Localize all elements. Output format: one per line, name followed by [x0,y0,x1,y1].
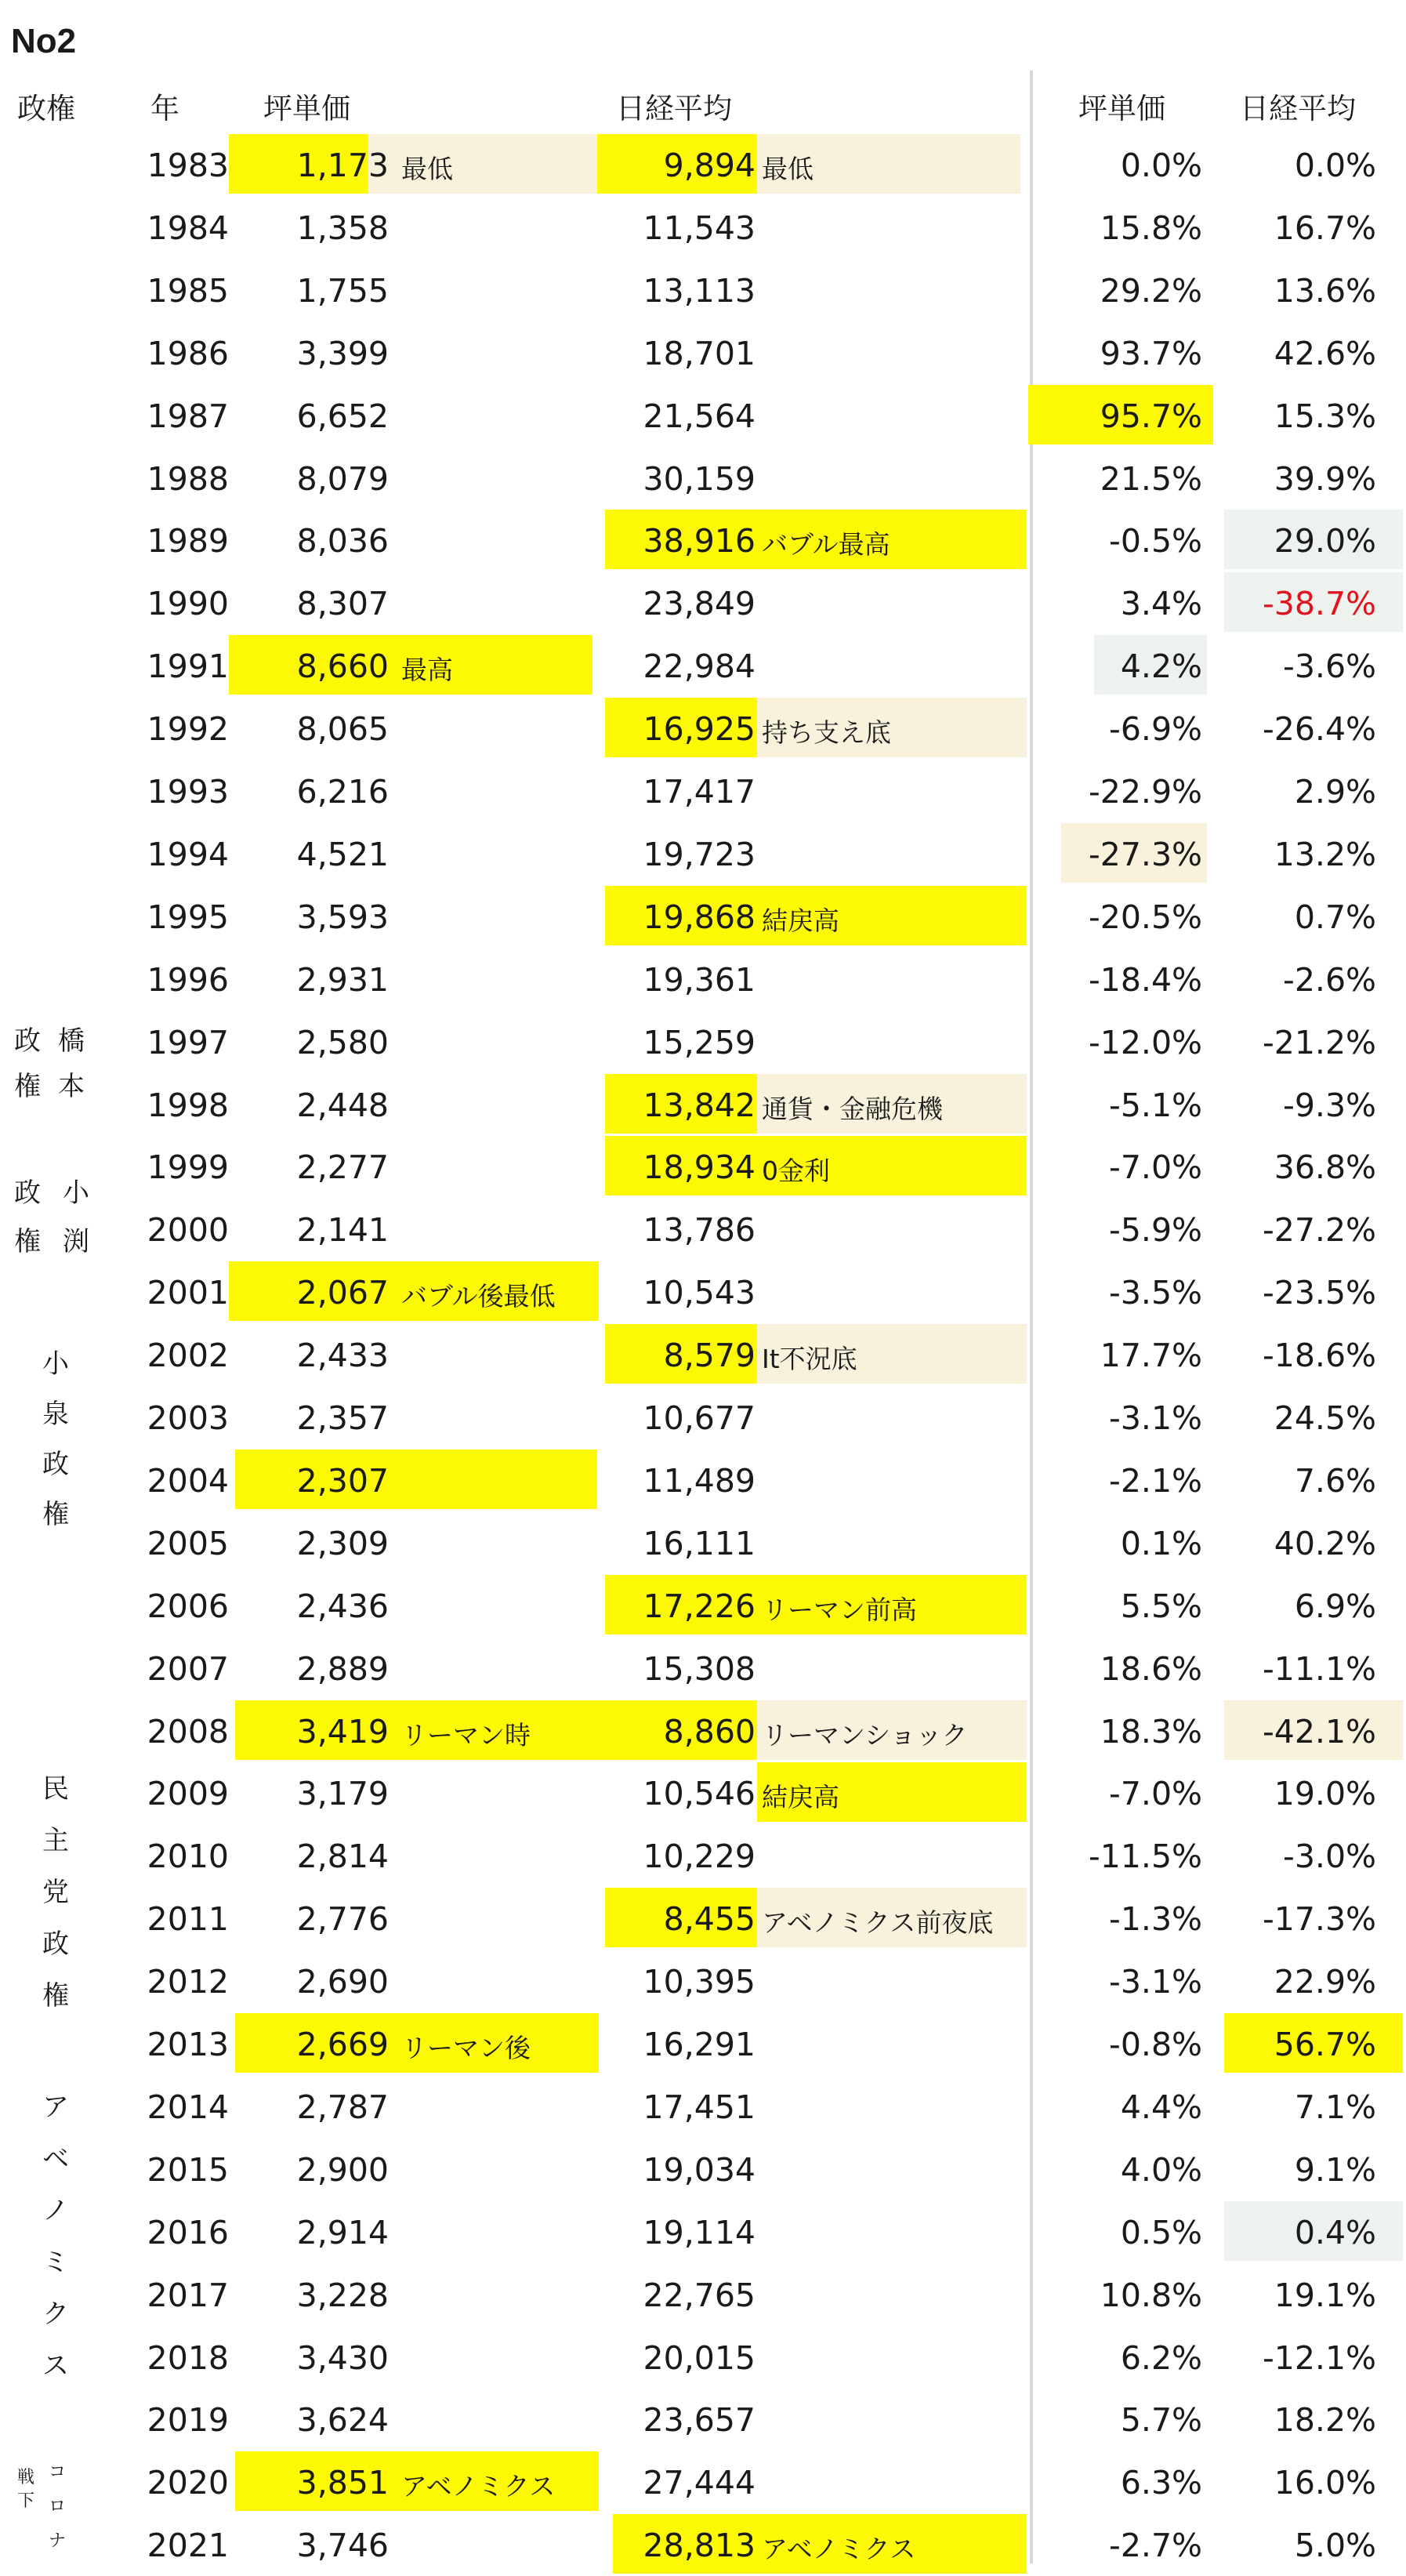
tsubo-change-cell: -0.5% [1109,522,1202,561]
nikkei-change-cell: 24.5% [1274,1399,1376,1437]
nikkei-cell: 23,657 [643,2401,756,2440]
table-row [0,447,1406,510]
table-row [0,634,1406,697]
tsubo-change-cell: 6.2% [1120,2338,1202,2377]
tsubo-note: リーマン時 [401,1719,531,1751]
nikkei-cell: 16,291 [643,2026,756,2063]
tsubo-change-cell: 4.2% [1120,648,1202,686]
nikkei-cell: 8,455 [663,1900,756,1939]
nikkei-cell: 22,984 [643,648,756,686]
gov-minshu-2: 主 [42,1825,69,1856]
cell-highlight [361,635,592,695]
tsubo-change-cell: 10.8% [1100,2276,1202,2314]
year-cell: 1986 [147,334,229,372]
year-cell: 1995 [147,898,229,936]
table-row [0,321,1406,384]
nikkei-cell: 17,417 [643,773,756,811]
nikkei-note: 0金利 [762,1156,830,1187]
tsubo-price-cell: 3,430 [296,2338,389,2377]
year-cell: 2015 [147,2150,229,2189]
tsubo-change-cell: 15.8% [1100,209,1202,247]
nikkei-change-cell: -12.1% [1262,2338,1376,2377]
tsubo-change-cell: -7.0% [1109,1775,1202,1813]
tsubo-change-cell: -3.5% [1109,1274,1202,1312]
nikkei-change-cell: -17.3% [1262,1900,1376,1939]
nikkei-change-cell: 56.7% [1274,2026,1376,2063]
nikkei-note: リーマンショック [762,1719,968,1751]
nikkei-cell: 13,842 [643,1086,756,1124]
tsubo-price-cell: 2,669 [296,2026,389,2063]
tsubo-price-cell: 2,931 [296,960,389,999]
table-row [0,1574,1406,1637]
year-cell: 1989 [147,522,229,561]
tsubo-change-cell: -11.5% [1088,1838,1202,1876]
tsubo-change-cell: 3.4% [1120,585,1202,623]
nikkei-change-cell: -18.6% [1262,1337,1376,1375]
tsubo-change-cell: 29.2% [1100,271,1202,310]
nikkei-cell: 10,229 [643,1838,756,1876]
nikkei-cell: 11,489 [643,1461,756,1500]
nikkei-change-cell: 19.0% [1274,1775,1376,1813]
year-cell: 2012 [147,1963,229,2001]
tsubo-change-cell: -3.1% [1109,1399,1202,1437]
table-row [0,1010,1406,1073]
table-row [0,384,1406,447]
tsubo-change-cell: -5.9% [1109,1211,1202,1250]
nikkei-change-cell: 0.0% [1294,147,1376,184]
nikkei-note: アベノミクス前夜底 [762,1907,994,1939]
year-cell: 1983 [147,147,229,184]
gov-abenomics-5: ク [42,2298,69,2330]
year-cell: 1992 [147,710,229,749]
year-cell: 1988 [147,459,229,498]
nikkei-cell: 8,860 [663,1712,756,1751]
nikkei-change-cell: -9.3% [1283,1086,1376,1124]
year-cell: 1993 [147,773,229,811]
nikkei-cell: 18,934 [643,1148,756,1187]
page-title: No2 [11,22,77,60]
tsubo-price-cell: 3,746 [296,2527,389,2565]
gov-koizumi-1: 小 [42,1348,69,1380]
year-cell: 2016 [147,2213,229,2251]
tsubo-change-cell: 17.7% [1100,1337,1202,1375]
table-row [0,1449,1406,1511]
gov-corona-1: コ [49,2462,67,2482]
table-row [0,133,1406,196]
nikkei-cell: 10,546 [643,1775,756,1813]
table-row [0,1386,1406,1449]
tsubo-price-cell: 2,141 [296,1211,389,1250]
gov-abenomics-1: ア [42,2092,69,2123]
nikkei-cell: 10,543 [643,1274,756,1312]
cell-highlight [362,1449,597,1509]
tsubo-price-cell: 3,399 [296,334,389,372]
tsubo-note: 最高 [401,655,453,686]
nikkei-change-cell: 42.6% [1274,334,1376,372]
nikkei-change-cell: 29.0% [1274,522,1376,561]
gov-minshu-3: 党 [42,1877,69,1908]
nikkei-cell: 19,114 [643,2213,756,2251]
tsubo-price-cell: 2,307 [296,1461,389,1500]
tsubo-change-cell: 0.1% [1120,1524,1202,1562]
table-row [0,1637,1406,1700]
nikkei-change-cell: -42.1% [1262,1712,1376,1751]
tsubo-price-cell: 1,755 [296,271,389,310]
gov-koizumi-4: 権 [42,1499,69,1530]
year-cell: 2001 [147,1274,229,1312]
gov-minshu-5: 権 [42,1980,69,2012]
year-cell: 2002 [147,1337,229,1375]
tsubo-price-cell: 3,593 [296,898,389,936]
tsubo-change-cell: -12.0% [1088,1023,1202,1061]
table-row [0,2388,1406,2451]
nikkei-note: 最低 [762,154,814,184]
year-cell: 1999 [147,1148,229,1187]
tsubo-price-cell: 4,521 [296,835,389,873]
tsubo-change-cell: -22.9% [1088,773,1202,811]
tsubo-note: リーマン後 [401,2033,531,2063]
tsubo-change-cell: 0.0% [1120,147,1202,184]
nikkei-change-cell: -11.1% [1262,1649,1376,1688]
table-row [0,1323,1406,1386]
year-cell: 2006 [147,1587,229,1625]
tsubo-price-cell: 2,067 [296,1274,389,1312]
nikkei-change-cell: 22.9% [1274,1963,1376,2001]
nikkei-change-cell: 0.7% [1294,898,1376,936]
table-row [0,1511,1406,1574]
gov-abenomics-4: ミ [42,2247,69,2278]
tsubo-price-cell: 8,036 [296,522,389,561]
tsubo-price-cell: 1,173 [296,147,389,184]
nikkei-cell: 19,723 [643,835,756,873]
tsubo-price-cell: 2,776 [296,1900,389,1939]
year-cell: 2007 [147,1649,229,1688]
table-row [0,2012,1406,2075]
table-row [0,1824,1406,1887]
year-cell: 2018 [147,2338,229,2377]
table-row [0,1073,1406,1136]
nikkei-change-cell: 13.6% [1274,271,1376,310]
nikkei-cell: 11,543 [643,209,756,247]
tsubo-note: 最低 [401,154,453,184]
year-cell: 2009 [147,1775,229,1813]
tsubo-change-cell: 4.4% [1120,2088,1202,2126]
year-cell: 2011 [147,1900,229,1939]
nikkei-note: バブル最高 [762,529,890,561]
table-row [0,259,1406,321]
gov-obuchi-1: 政 [14,1177,41,1209]
gov-abenomics-2: ベ [42,2143,69,2175]
table-row [0,2513,1406,2576]
nikkei-change-cell: -23.5% [1262,1274,1376,1312]
nikkei-cell: 19,868 [643,898,756,936]
year-cell: 2017 [147,2276,229,2314]
gov-hashimoto-3: 権 [14,1071,41,1102]
table-row [0,948,1406,1010]
table-row [0,1198,1406,1261]
tsubo-change-cell: -3.1% [1109,1963,1202,2001]
nikkei-change-cell: 36.8% [1274,1148,1376,1187]
tsubo-change-cell: 5.7% [1120,2401,1202,2440]
tsubo-change-cell: 6.3% [1120,2464,1202,2502]
year-cell: 1997 [147,1023,229,1061]
nikkei-note: アベノミクス [762,2534,916,2565]
nikkei-cell: 30,159 [643,459,756,498]
tsubo-price-cell: 1,358 [296,209,389,247]
tsubo-price-cell: 2,580 [296,1023,389,1061]
table-row [0,2451,1406,2513]
nikkei-cell: 10,677 [643,1399,756,1437]
nikkei-change-cell: 6.9% [1294,1587,1376,1625]
table-row [0,2075,1406,2138]
tsubo-price-cell: 3,179 [296,1775,389,1813]
table-row [0,509,1406,571]
tsubo-change-cell: -7.0% [1109,1148,1202,1187]
nikkei-change-cell: -3.6% [1283,648,1376,686]
nikkei-cell: 16,111 [643,1524,756,1562]
year-cell: 2021 [147,2527,229,2565]
nikkei-cell: 22,765 [643,2276,756,2314]
year-cell: 1998 [147,1086,229,1124]
table-row [0,2326,1406,2389]
table-row [0,196,1406,259]
nikkei-change-cell: -38.7% [1262,585,1376,623]
gov-koizumi-3: 政 [42,1449,69,1480]
nikkei-change-cell: 19.1% [1274,2276,1376,2314]
year-cell: 2004 [147,1461,229,1500]
year-cell: 2010 [147,1838,229,1876]
nikkei-change-cell: 18.2% [1274,2401,1376,2440]
gov-koizumi-2: 泉 [42,1399,69,1430]
table-row [0,697,1406,760]
gov-obuchi-4: 渕 [63,1226,89,1257]
header-nikkei-change: 日経平均 [1240,92,1356,125]
gov-corona-3: ナ [49,2531,67,2551]
nikkei-change-cell: 39.9% [1274,459,1376,498]
nikkei-change-cell: 0.4% [1294,2213,1376,2251]
year-cell: 2003 [147,1399,229,1437]
header-year: 年 [150,92,179,125]
nikkei-note: 結戻高 [762,1782,839,1813]
nikkei-cell: 18,701 [643,334,756,372]
gov-minshu-1: 民 [42,1773,69,1805]
tsubo-price-cell: 8,307 [296,585,389,623]
tsubo-price-cell: 3,624 [296,2401,389,2440]
nikkei-change-cell: 16.7% [1274,209,1376,247]
tsubo-price-cell: 6,652 [296,397,389,435]
year-cell: 2020 [147,2464,229,2502]
tsubo-change-cell: -27.3% [1088,835,1202,873]
table-row [0,1761,1406,1824]
nikkei-cell: 19,361 [643,960,756,999]
tsubo-change-cell: -18.4% [1088,960,1202,999]
year-cell: 1990 [147,585,229,623]
tsubo-price-cell: 2,436 [296,1587,389,1625]
year-cell: 2019 [147,2401,229,2440]
tsubo-note: アベノミクス [401,2471,556,2502]
table-row [0,1261,1406,1323]
tsubo-change-cell: 93.7% [1100,334,1202,372]
nikkei-change-cell: 7.1% [1294,2088,1376,2126]
nikkei-change-cell: -21.2% [1262,1023,1376,1061]
tsubo-change-cell: -6.9% [1109,710,1202,749]
nikkei-note: リーマン前高 [762,1594,917,1625]
header-tsubo-change: 坪単価 [1078,92,1165,125]
gov-hashimoto-2: 橋 [58,1025,85,1057]
tsubo-price-cell: 8,660 [296,648,389,686]
table-row [0,1700,1406,1762]
nikkei-change-cell: -27.2% [1262,1211,1376,1250]
nikkei-cell: 16,925 [643,710,756,749]
gov-obuchi-3: 権 [14,1226,41,1257]
nikkei-change-cell: 40.2% [1274,1524,1376,1562]
nikkei-cell: 38,916 [643,522,756,561]
table-row [0,1950,1406,2012]
nikkei-cell: 17,226 [643,1587,756,1625]
gov-minshu-4: 政 [42,1928,69,1960]
nikkei-cell: 13,113 [643,271,756,310]
nikkei-note: 持ち支え底 [762,717,891,749]
year-cell: 1994 [147,835,229,873]
tsubo-change-cell: 18.6% [1100,1649,1202,1688]
nikkei-cell: 8,579 [663,1337,756,1375]
tsubo-change-cell: 5.5% [1120,1587,1202,1625]
table-row [0,2200,1406,2263]
nikkei-cell: 19,034 [643,2150,756,2189]
tsubo-price-cell: 2,900 [296,2150,389,2189]
gov-hashimoto-1: 政 [14,1025,41,1057]
tsubo-price-cell: 8,079 [296,459,389,498]
table-row [0,1887,1406,1950]
gov-corona-left: 戦下 [17,2468,35,2511]
nikkei-change-cell: -3.0% [1283,1838,1376,1876]
nikkei-cell: 10,395 [643,1963,756,2001]
header-nikkei: 日経平均 [616,92,732,125]
tsubo-price-cell: 3,228 [296,2276,389,2314]
gov-abenomics-6: ス [42,2350,69,2382]
gov-obuchi-2: 小 [63,1177,89,1209]
nikkei-note: It不況底 [762,1344,857,1375]
table-row [0,760,1406,822]
year-cell: 1985 [147,271,229,310]
year-cell: 1984 [147,209,229,247]
tsubo-price-cell: 2,690 [296,1963,389,2001]
tsubo-price-cell: 2,914 [296,2213,389,2251]
tsubo-price-cell: 3,419 [296,1712,389,1751]
nikkei-change-cell: 5.0% [1294,2527,1376,2565]
tsubo-price-cell: 2,787 [296,2088,389,2126]
nikkei-cell: 23,849 [643,585,756,623]
tsubo-change-cell: -5.1% [1109,1086,1202,1124]
tsubo-change-cell: 0.5% [1120,2213,1202,2251]
tsubo-price-cell: 2,889 [296,1649,389,1688]
nikkei-cell: 27,444 [643,2464,756,2502]
tsubo-price-cell: 6,216 [296,773,389,811]
tsubo-change-cell: 21.5% [1100,459,1202,498]
tsubo-change-cell: 18.3% [1100,1712,1202,1751]
year-cell: 2014 [147,2088,229,2126]
header-government: 政権 [17,92,75,125]
tsubo-price-cell: 3,851 [296,2464,389,2502]
year-cell: 2013 [147,2026,229,2063]
tsubo-change-cell: -20.5% [1088,898,1202,936]
nikkei-cell: 21,564 [643,397,756,435]
nikkei-cell: 17,451 [643,2088,756,2126]
tsubo-price-cell: 2,277 [296,1148,389,1187]
nikkei-note: 結戻高 [762,905,839,936]
year-cell: 1991 [147,648,229,686]
tsubo-change-cell: 95.7% [1100,397,1202,435]
header-tsubo-price: 坪単価 [263,92,350,125]
nikkei-change-cell: 13.2% [1274,835,1376,873]
nikkei-change-cell: 9.1% [1294,2150,1376,2189]
year-cell: 2005 [147,1524,229,1562]
tsubo-change-cell: 4.0% [1120,2150,1202,2189]
tsubo-change-cell: -2.7% [1109,2527,1202,2565]
tsubo-change-cell: -1.3% [1109,1900,1202,1939]
nikkei-change-cell: -26.4% [1262,710,1376,749]
nikkei-change-cell: 7.6% [1294,1461,1376,1500]
nikkei-cell: 28,813 [643,2527,756,2565]
tsubo-price-cell: 2,448 [296,1086,389,1124]
year-cell: 2008 [147,1712,229,1751]
nikkei-cell: 9,894 [663,147,756,184]
table-row [0,2138,1406,2200]
year-cell: 1987 [147,397,229,435]
nikkei-change-cell: -2.6% [1283,960,1376,999]
tsubo-price-cell: 2,309 [296,1524,389,1562]
gov-abenomics-3: ノ [42,2195,69,2226]
tsubo-change-cell: -2.1% [1109,1461,1202,1500]
nikkei-change-cell: 2.9% [1294,773,1376,811]
nikkei-cell: 13,786 [643,1211,756,1250]
tsubo-price-cell: 8,065 [296,710,389,749]
table-row [0,2263,1406,2326]
tsubo-change-cell: -0.8% [1109,2026,1202,2063]
year-cell: 1996 [147,960,229,999]
year-cell: 2000 [147,1211,229,1250]
nikkei-change-cell: 16.0% [1274,2464,1376,2502]
tsubo-note: バブル後最低 [401,1281,556,1312]
tsubo-price-cell: 2,814 [296,1838,389,1876]
nikkei-note: 通貨・金融危機 [762,1093,943,1124]
nikkei-cell: 15,308 [643,1649,756,1688]
nikkei-cell: 15,259 [643,1023,756,1061]
nikkei-cell: 20,015 [643,2338,756,2377]
tsubo-price-cell: 2,357 [296,1399,389,1437]
table-row [0,571,1406,634]
tsubo-price-cell: 2,433 [296,1337,389,1375]
gov-corona-2: ロ [49,2497,67,2516]
gov-hashimoto-4: 本 [58,1071,85,1102]
table-row [0,885,1406,948]
table-row [0,1135,1406,1198]
table-row [0,822,1406,885]
nikkei-change-cell: 15.3% [1274,397,1376,435]
